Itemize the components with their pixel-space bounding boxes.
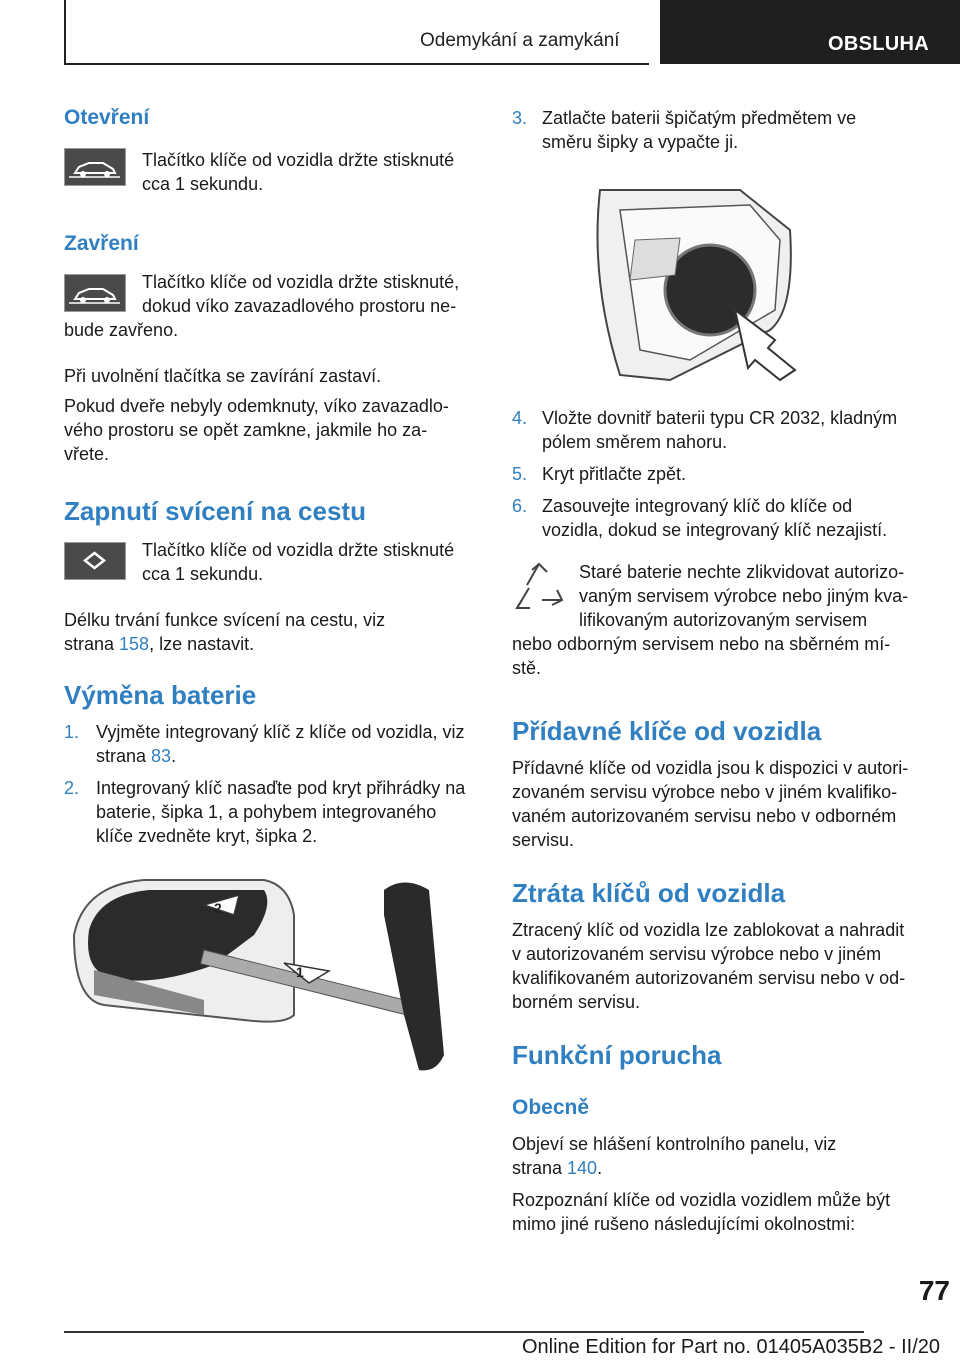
footer-rule	[64, 1331, 864, 1333]
page-link-83[interactable]: 83	[151, 746, 172, 766]
close-text-2: dokud víko zavazadlového prostoru ne-	[142, 296, 457, 316]
step-3-number: 3.	[512, 108, 528, 128]
page-link-140[interactable]: 140	[567, 1158, 598, 1178]
close-text-3: bude zavřeno.	[64, 320, 179, 340]
header-divider	[64, 0, 66, 64]
recycle-line-5: stě.	[512, 658, 542, 678]
loss-line-1: Ztracený klíč od vozidla lze zablokovat a nahradit	[512, 920, 905, 940]
trunk-button-icon	[64, 148, 126, 186]
step-1-number: 1.	[64, 722, 80, 742]
key-disassembly-illustration	[64, 875, 484, 1075]
step-4-number: 4.	[512, 408, 528, 428]
step-1-line-1: Vyjměte integrovaný klíč z klíče od vozidla, viz	[96, 722, 465, 742]
recycle-line-4: nebo odborným servisem nebo na sběrném mí-	[512, 634, 891, 654]
extra-line-2: zovaném servisu výrobce nebo v jiném kvalifiko-	[512, 782, 898, 802]
step-5-number: 5.	[512, 464, 528, 484]
step-6-number: 6.	[512, 496, 528, 516]
duration-text-2: strana 158, lze nastavit.	[64, 634, 255, 654]
heading-extra-keys: Přídavné klíče od vozidla	[512, 716, 822, 746]
light-button-icon	[64, 542, 126, 580]
recycle-line-2: vaným servisem výrobce nebo jiným kva-	[579, 586, 909, 606]
general-line-1: Objeví se hlášení kontrolního panelu, viz	[512, 1134, 837, 1154]
doors-text-2: vého prostoru se opět zamkne, jakmile ho za-	[64, 420, 428, 440]
step-2-number: 2.	[64, 778, 80, 798]
step-2-line-3: klíče zvedněte kryt, šipka 2.	[96, 826, 318, 846]
step-6-line-1: Zasouvejte integrovaný klíč do klíče od	[542, 496, 853, 516]
loss-line-2: v autorizovaném servisu výrobce nebo v jiném	[512, 944, 882, 964]
loss-line-4: borném servisu.	[512, 992, 641, 1012]
heading-general: Obecně	[512, 1096, 590, 1119]
battery-compartment-illustration	[580, 180, 820, 390]
step-4-line-1: Vložte dovnitř baterii typu CR 2032, kladným	[542, 408, 898, 428]
doors-text-3: vřete.	[64, 444, 110, 464]
release-text: Při uvolnění tlačítka se zavírání zastaví.	[64, 366, 382, 386]
step-2-line-2: baterie, šipka 1, a pohybem integrovaného	[96, 802, 437, 822]
svg-text:1: 1	[296, 964, 304, 980]
step-3-line-2: směru šipky a vypačte ji.	[542, 132, 739, 152]
step-4-line-2: pólem směrem nahoru.	[542, 432, 728, 452]
step-6-line-2: vozidla, dokud se integrovaný klíč nezajistí.	[542, 520, 888, 540]
heading-light: Zapnutí svícení na cestu	[64, 496, 366, 526]
step-2-line-1: Integrovaný klíč nasaďte pod kryt přihrádky na	[96, 778, 466, 798]
loss-line-3: kvalifikovaném autorizovaném servisu nebo v od-	[512, 968, 906, 988]
light-text-2: cca 1 sekundu.	[142, 564, 264, 584]
svg-text:2: 2	[214, 900, 222, 916]
open-text-2: cca 1 sekundu.	[142, 174, 264, 194]
heading-malfunction: Funkční porucha	[512, 1040, 722, 1070]
heading-battery: Výměna baterie	[64, 680, 257, 710]
light-text-1: Tlačítko klíče od vozidla držte stisknuté	[142, 540, 455, 560]
extra-line-3: vaném autorizovaném servisu nebo v odborném	[512, 806, 897, 826]
recycle-icon	[512, 560, 567, 615]
open-text-1: Tlačítko klíče od vozidla držte stisknuté	[142, 150, 455, 170]
page-link-158[interactable]: 158	[119, 634, 150, 654]
page-number: 77	[918, 1275, 950, 1306]
step-1-line-2: strana 83.	[96, 746, 177, 766]
chapter-tab[interactable]: OBSLUHA	[660, 0, 960, 64]
heading-open: Otevření	[64, 106, 150, 129]
close-text-1: Tlačítko klíče od vozidla držte stisknuté,	[142, 272, 460, 292]
section-title: Odemykání a zamykání	[420, 30, 620, 51]
recognition-line-1: Rozpoznání klíče od vozidla vozidlem může být	[512, 1190, 891, 1210]
heading-key-loss: Ztráta klíčů od vozidla	[512, 878, 786, 908]
edition-footer: Online Edition for Part no. 01405A035B2 - II/20	[521, 1336, 940, 1358]
step-5-line-1: Kryt přitlačte zpět.	[542, 464, 687, 484]
heading-close: Zavření	[64, 232, 139, 255]
recognition-line-2: mimo jiné rušeno následujícími okolnostmi:	[512, 1214, 856, 1234]
extra-line-1: Přídavné klíče od vozidla jsou k dispozici v autori-	[512, 758, 909, 778]
header-underline	[64, 63, 649, 65]
recycle-line-3: lifikovaným autorizovaným servisem	[579, 610, 868, 630]
trunk-button-icon	[64, 274, 126, 312]
step-3-line-1: Zatlačte baterii špičatým předmětem ve	[542, 108, 857, 128]
general-line-2: strana 140.	[512, 1158, 603, 1178]
extra-line-4: servisu.	[512, 830, 575, 850]
recycle-line-1: Staré baterie nechte zlikvidovat autorizo-	[579, 562, 905, 582]
doors-text-1: Pokud dveře nebyly odemknuty, víko zavazadlo-	[64, 396, 449, 416]
duration-text-1: Délku trvání funkce svícení na cestu, viz	[64, 610, 386, 630]
